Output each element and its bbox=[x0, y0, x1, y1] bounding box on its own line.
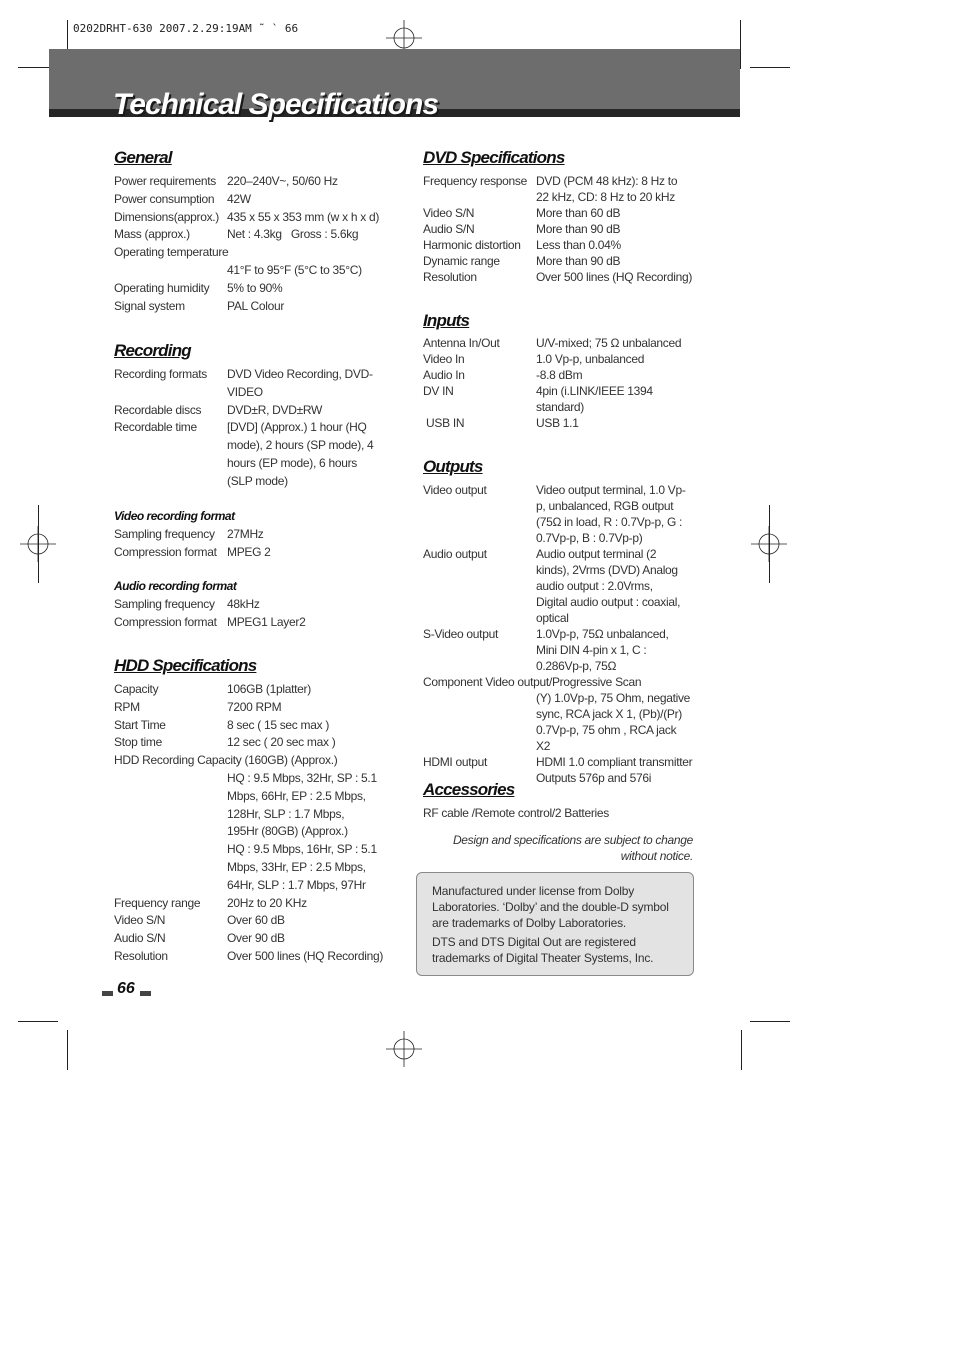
crop-mark bbox=[741, 1030, 742, 1070]
spec-value: 8 sec ( 15 sec max ) bbox=[227, 717, 330, 732]
spec-label: Sampling frequency bbox=[114, 597, 215, 611]
spec-label: Power requirements bbox=[114, 174, 216, 188]
disclaimer: Design and specifications are subject to change without notice. bbox=[452, 833, 693, 863]
hdd-capacity-label: HDD Recording Capacity (160GB) (Approx.) bbox=[114, 753, 338, 768]
dvd-table bbox=[423, 173, 698, 285]
spec-label: Frequency range bbox=[114, 895, 201, 910]
spec-label: RPM bbox=[114, 699, 140, 714]
dolby-notice: Manufactured under license from Dolby Laboratories. ‘Dolby’ and the double-D symbol are trademarks of Dolby Laboratories. bbox=[432, 884, 669, 930]
spec-label: S-Video output bbox=[423, 627, 498, 641]
spec-label: Capacity bbox=[114, 682, 159, 696]
spec-value: 1.0 Vp-p, unbalanced bbox=[536, 352, 645, 366]
trademark-notice-box bbox=[416, 872, 694, 976]
spec-label: Operating humidity bbox=[114, 280, 210, 295]
spec-value: [DVD] (Approx.) 1 hour (HQ mode), 2 hours (SP mode), 4 hours (EP mode), 6 hours (SLP mode) bbox=[227, 420, 374, 488]
spec-label: Dimensions(approx.) bbox=[114, 209, 220, 224]
spec-value: More than 60 dB bbox=[536, 206, 621, 220]
spec-label: DV IN bbox=[423, 384, 454, 398]
spec-value: 5% to 90% bbox=[227, 280, 283, 295]
crop-mark bbox=[740, 20, 741, 69]
spec-label: Power consumption bbox=[114, 191, 215, 206]
spec-label: Mass (approx.) bbox=[114, 227, 190, 242]
spec-value: 1.0Vp-p, 75Ω unbalanced, Mini DIN 4-pin x 1, C : 0.286Vp-p, 75Ω bbox=[536, 627, 669, 673]
crop-mark bbox=[750, 1021, 790, 1022]
spec-label: Stop time bbox=[114, 735, 162, 750]
recording-table bbox=[114, 366, 384, 491]
crop-mark bbox=[750, 67, 790, 68]
spec-label: Sampling frequency bbox=[114, 527, 215, 541]
print-slug: 0202DRHT-630 2007.2.29:19AM ˜ ` 66 bbox=[73, 22, 299, 35]
outputs-table bbox=[423, 482, 698, 786]
component-output-label: Component Video output/Progressive Scan bbox=[423, 675, 642, 689]
hdd-capacity-80-value: HQ : 9.5 Mbps, 16Hr, SP : 5.1 Mbps, 33Hr, EP : 2.5 Mbps, 64Hr, SLP : 1.7 Mbps, 97Hr bbox=[227, 842, 377, 892]
spec-value: MPEG 2 bbox=[227, 544, 271, 559]
spec-label: Audio output bbox=[423, 547, 487, 561]
spec-value: 106GB (1platter) bbox=[227, 682, 311, 696]
page-title: Technical Specifications bbox=[113, 88, 438, 121]
spec-value: 27MHz bbox=[227, 527, 264, 541]
spec-label: USB IN bbox=[423, 416, 465, 430]
crop-mark bbox=[67, 1030, 68, 1070]
spec-value: Net : 4.3kg Gross : 5.6kg bbox=[227, 227, 359, 242]
spec-label: Recording formats bbox=[114, 367, 207, 381]
dvd-heading: DVD Specifications bbox=[423, 148, 565, 167]
spec-value: 42W bbox=[227, 191, 251, 206]
spec-value: DVD±R, DVD±RW bbox=[227, 402, 323, 417]
spec-value bbox=[270, 244, 383, 262]
spec-label bbox=[114, 262, 227, 280]
spec-value: Less than 0.04% bbox=[536, 238, 621, 252]
spec-value: 4pin (i.LINK/IEEE 1394 standard) bbox=[536, 384, 653, 414]
spec-label: Operating temperature bbox=[114, 245, 229, 260]
spec-label: Audio S/N bbox=[423, 222, 475, 236]
spec-value: Over 500 lines (HQ Recording) bbox=[227, 948, 384, 963]
spec-label: Dynamic range bbox=[423, 254, 500, 268]
registration-mark-icon bbox=[386, 1031, 422, 1067]
hdd-table bbox=[114, 681, 389, 966]
audio-recording-table bbox=[114, 596, 384, 632]
spec-value: U/V-mixed; 75 Ω unbalanced bbox=[536, 336, 682, 350]
spec-label: Antenna In/Out bbox=[423, 336, 500, 350]
spec-value: Video output terminal, 1.0 Vp-p, unbalanced, RGB output (75Ω in load, R : 0.7Vp-p, G : 0.7Vp-p, B : 0.7Vp-p) bbox=[536, 483, 686, 545]
spec-label: Video output bbox=[423, 483, 487, 497]
spec-value: 435 x 55 x 353 mm (w x h x d) bbox=[227, 209, 380, 224]
outputs-heading: Outputs bbox=[423, 457, 483, 476]
page-number-marker bbox=[102, 991, 113, 996]
audio-recording-format-heading: Audio recording format bbox=[114, 579, 237, 593]
spec-label: Compression format bbox=[114, 614, 217, 629]
spec-label: Video In bbox=[423, 352, 465, 366]
spec-value: Audio output terminal (2 kinds), 2Vrms (DVD) Analog audio output : 2.0Vrms, Digital audio output : coaxial, optical bbox=[536, 547, 681, 625]
inputs-heading: Inputs bbox=[423, 311, 470, 330]
spec-label: Recordable discs bbox=[114, 402, 202, 417]
dts-notice: DTS and DTS Digital Out are registered trademarks of Digital Theater Systems, Inc. bbox=[432, 935, 654, 965]
hdd-capacity-160-value: HQ : 9.5 Mbps, 32Hr, SP : 5.1 Mbps, 66Hr, EP : 2.5 Mbps, 128Hr, SLP : 1.7 Mbps, 195Hr (80GB) (Approx.) bbox=[227, 770, 377, 839]
page-number-marker bbox=[140, 991, 151, 996]
video-recording-table bbox=[114, 526, 384, 562]
spec-label: Video S/N bbox=[114, 913, 166, 928]
recording-heading: Recording bbox=[114, 341, 191, 360]
accessories-text: RF cable /Remote control/2 Batteries bbox=[423, 806, 609, 820]
spec-value: More than 90 dB bbox=[536, 222, 621, 236]
accessories-heading: Accessories bbox=[423, 780, 515, 799]
spec-value: More than 90 dB bbox=[536, 254, 621, 268]
crop-mark bbox=[38, 505, 39, 583]
spec-value: DVD Video Recording, DVD-VIDEO bbox=[227, 367, 373, 399]
spec-label: Start Time bbox=[114, 717, 166, 732]
spec-value: 220–240V~, 50/60 Hz bbox=[227, 174, 338, 188]
spec-label: Signal system bbox=[114, 298, 185, 313]
spec-label: Resolution bbox=[423, 270, 477, 284]
spec-label: Recordable time bbox=[114, 420, 197, 435]
crop-mark bbox=[18, 1021, 58, 1022]
spec-value: PAL Colour bbox=[227, 298, 285, 313]
spec-value: 12 sec ( 20 sec max ) bbox=[227, 735, 336, 750]
hdmi-output-value: HDMI 1.0 compliant transmitter Outputs 576p and 576i bbox=[536, 755, 693, 785]
page-number: 66 bbox=[117, 980, 135, 997]
spec-value: Over 90 dB bbox=[227, 931, 285, 946]
spec-label: Compression format bbox=[114, 544, 217, 559]
crop-mark bbox=[769, 505, 770, 583]
spec-label: Video S/N bbox=[423, 206, 475, 220]
spec-label: Harmonic distortion bbox=[423, 238, 521, 252]
spec-value: MPEG1 Layer2 bbox=[227, 614, 306, 629]
spec-value: Over 500 lines (HQ Recording) bbox=[536, 270, 693, 284]
spec-value: 41°F to 95°F (5°C to 35°C) bbox=[227, 262, 362, 277]
spec-value: Over 60 dB bbox=[227, 913, 285, 928]
spec-value: -8.8 dBm bbox=[536, 368, 583, 382]
spec-value: 20Hz to 20 KHz bbox=[227, 895, 307, 910]
component-output-value: (Y) 1.0Vp-p, 75 Ohm, negative sync, RCA jack X 1, (Pb)/(Pr) 0.7Vp-p, 75 ohm , RCA jack X2 bbox=[536, 691, 691, 753]
spec-label: Resolution bbox=[114, 948, 168, 963]
spec-value: 7200 RPM bbox=[227, 699, 282, 714]
general-heading: General bbox=[114, 148, 172, 167]
hdd-heading: HDD Specifications bbox=[114, 656, 257, 675]
spec-label: Frequency response bbox=[423, 174, 527, 188]
spec-label: HDMI output bbox=[423, 755, 488, 769]
spec-label: Audio S/N bbox=[114, 931, 166, 946]
video-recording-format-heading: Video recording format bbox=[114, 509, 235, 523]
inputs-table bbox=[423, 335, 698, 431]
general-table bbox=[114, 173, 384, 315]
spec-value: 48kHz bbox=[227, 597, 260, 611]
spec-value: DVD (PCM 48 kHz): 8 Hz to 22 kHz, CD: 8 Hz to 20 kHz bbox=[536, 174, 678, 204]
spec-value: USB 1.1 bbox=[536, 416, 579, 430]
spec-label: Audio In bbox=[423, 368, 465, 382]
